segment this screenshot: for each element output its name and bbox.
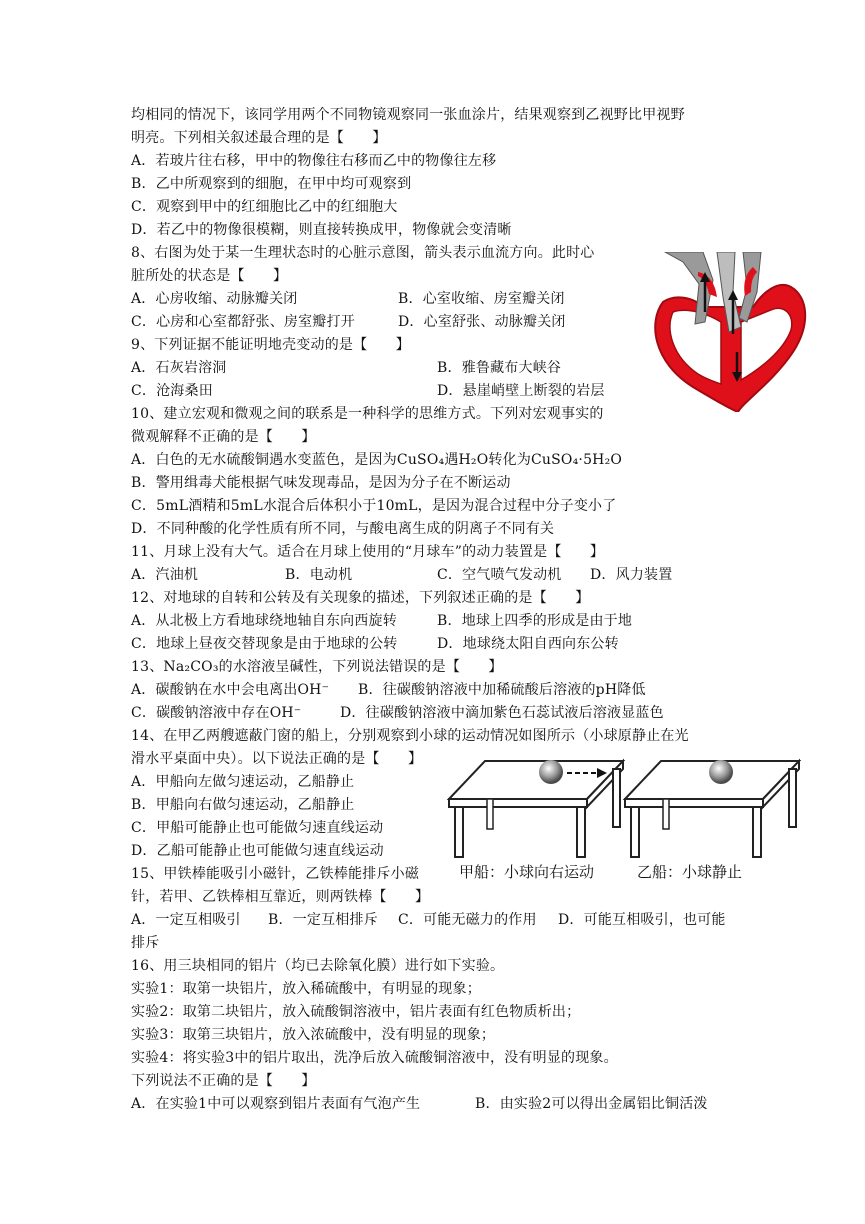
text-line: 微观解释不正确的是【 】 bbox=[131, 429, 316, 445]
question-13: 13、Na₂CO₃的水溶液呈碱性，下列说法错误的是【 】 bbox=[131, 659, 503, 675]
option-line: C．沧海桑田 bbox=[131, 383, 213, 399]
option-line: A．碳酸钠在水中会电离出OH⁻ bbox=[131, 682, 330, 698]
heart-diagram bbox=[643, 252, 815, 412]
text-line: 实验4：将实验3中的铝片取出，洗净后放入硫酸铜溶液中，没有明显的现象。 bbox=[131, 1050, 618, 1066]
option-line: A．石灰岩溶洞 bbox=[131, 360, 227, 376]
text-line: 均相同的情况下，该同学用两个不同物镜观察同一张血涂片，结果观察到乙视野比甲视野 bbox=[131, 107, 685, 123]
table-figure-ship-b bbox=[623, 755, 801, 860]
option-line: A．汽油机 bbox=[131, 567, 199, 583]
option-line: D．心室舒张、动脉瓣关闭 bbox=[398, 314, 566, 330]
option-line: A．在实验1中可以观察到铝片表面有气泡产生 bbox=[131, 1096, 421, 1112]
option-line: A．一定互相吸引 bbox=[131, 912, 241, 928]
option-line: B．甲船向右做匀速运动，乙船静止 bbox=[131, 797, 355, 813]
option-line: C．甲船可能静止也可能做匀速直线运动 bbox=[131, 820, 384, 836]
text-line: 明亮。下列相关叙述最合理的是【 】 bbox=[131, 130, 387, 146]
option-line: A．白色的无水硫酸铜遇水变蓝色，是因为CuSO₄遇H₂O转化为CuSO₄·5H₂O bbox=[131, 452, 623, 468]
question-9: 9、下列证据不能证明地壳变动的是【 】 bbox=[131, 337, 410, 353]
option-line: A．若玻片往右移，甲中的物像往右移而乙中的物像往左移 bbox=[131, 153, 497, 169]
option-line: B．电动机 bbox=[285, 567, 353, 583]
question-16: 16、用三块相同的铝片（均已去除氧化膜）进行如下实验。 bbox=[131, 958, 505, 974]
text-line: 排斥 bbox=[131, 935, 160, 951]
option-line: D．地球绕太阳自西向东公转 bbox=[437, 636, 619, 652]
table-figure-ship-a bbox=[447, 755, 625, 860]
option-line: C．心房和心室都舒张、房室瓣打开 bbox=[131, 314, 355, 330]
caption-ship-b: 乙船：小球静止 bbox=[637, 863, 743, 881]
option-line: B．乙中所观察到的细胞，在甲中均可观察到 bbox=[131, 176, 412, 192]
text-line: 下列说法不正确的是【 】 bbox=[131, 1073, 316, 1089]
option-line: D．风力装置 bbox=[590, 567, 673, 583]
option-line: B．一定互相排斥 bbox=[268, 912, 378, 928]
option-line: A．甲船向左做匀速运动，乙船静止 bbox=[131, 774, 355, 790]
question-14: 14、在甲乙两艘遮蔽门窗的船上，分别观察到小球的运动情况如图所示（小球原静止在光 bbox=[131, 728, 689, 744]
question-11: 11、月球上没有大气。适合在月球上使用的“月球车”的动力装置是【 】 bbox=[131, 544, 605, 560]
option-line: C．观察到甲中的红细胞比乙中的红细胞大 bbox=[131, 199, 398, 215]
option-line: D．往碳酸钠溶液中滴加紫色石蕊试液后溶液显蓝色 bbox=[340, 705, 664, 721]
question-8: 8、右图为处于某一生理状态时的心脏示意图，箭头表示血流方向。此时心 bbox=[131, 245, 595, 261]
option-line: C．碳酸钠溶液中存在OH⁻ bbox=[131, 705, 302, 721]
option-line: C．地球上昼夜交替现象是由于地球的公转 bbox=[131, 636, 398, 652]
option-line: B．雅鲁藏布大峡谷 bbox=[437, 360, 562, 376]
option-line: D．不同种酸的化学性质有所不同，与酸电离生成的阴离子不同有关 bbox=[131, 521, 555, 537]
option-line: D．悬崖峭壁上断裂的岩层 bbox=[437, 383, 605, 399]
option-line: C．5mL酒精和5mL水混合后体积小于10mL，是因为混合过程中分子变小了 bbox=[131, 498, 617, 514]
question-12: 12、对地球的自转和公转及有关现象的描述，下列叙述正确的是【 】 bbox=[131, 590, 590, 606]
text-line: 实验1：取第一块铝片，放入稀硫酸中，有明显的现象； bbox=[131, 981, 481, 997]
text-line: 实验3：取第三块铝片，放入浓硫酸中，没有明显的现象； bbox=[131, 1027, 496, 1043]
option-line: B．由实验2可以得出金属铝比铜活泼 bbox=[475, 1096, 708, 1112]
option-line: A．心房收缩、动脉瓣关闭 bbox=[131, 291, 298, 307]
option-line: B．往碳酸钠溶液中加稀硫酸后溶液的pH降低 bbox=[358, 682, 646, 698]
option-line: B．地球上四季的形成是由于地 bbox=[437, 613, 633, 629]
text-line: 针，若甲、乙铁棒相互靠近，则两铁棒【 】 bbox=[131, 889, 430, 905]
option-line: C．空气喷气发动机 bbox=[437, 567, 562, 583]
text-line: 实验2：取第二块铝片，放入硫酸铜溶液中，铝片表面有红色物质析出； bbox=[131, 1004, 581, 1020]
question-10: 10、建立宏观和微观之间的联系是一种科学的思维方式。下列对宏观事实的 bbox=[131, 406, 604, 422]
ball-icon bbox=[539, 760, 563, 784]
option-line: A．从北极上方看地球绕地轴自东向西旋转 bbox=[131, 613, 397, 629]
text-line: 脏所处的状态是【 】 bbox=[131, 268, 288, 284]
question-15: 15、甲铁棒能吸引小磁针，乙铁棒能排斥小磁 bbox=[131, 866, 420, 882]
option-line: D．若乙中的物像很模糊，则直接转换成甲，物像就会变清晰 bbox=[131, 222, 512, 238]
ball-icon bbox=[709, 760, 733, 784]
option-line: C．可能无磁力的作用 bbox=[398, 912, 537, 928]
option-line: B．心室收缩、房室瓣关闭 bbox=[398, 291, 565, 307]
option-line: D．乙船可能静止也可能做匀速直线运动 bbox=[131, 843, 384, 859]
option-line: D．可能互相吸引，也可能 bbox=[558, 912, 726, 928]
option-line: B．警用缉毒犬能根据气味发现毒品，是因为分子在不断运动 bbox=[131, 475, 511, 491]
text-line: 滑水平桌面中央）。以下说法正确的是【 】 bbox=[131, 751, 423, 767]
caption-ship-a: 甲船：小球向右运动 bbox=[459, 863, 595, 881]
